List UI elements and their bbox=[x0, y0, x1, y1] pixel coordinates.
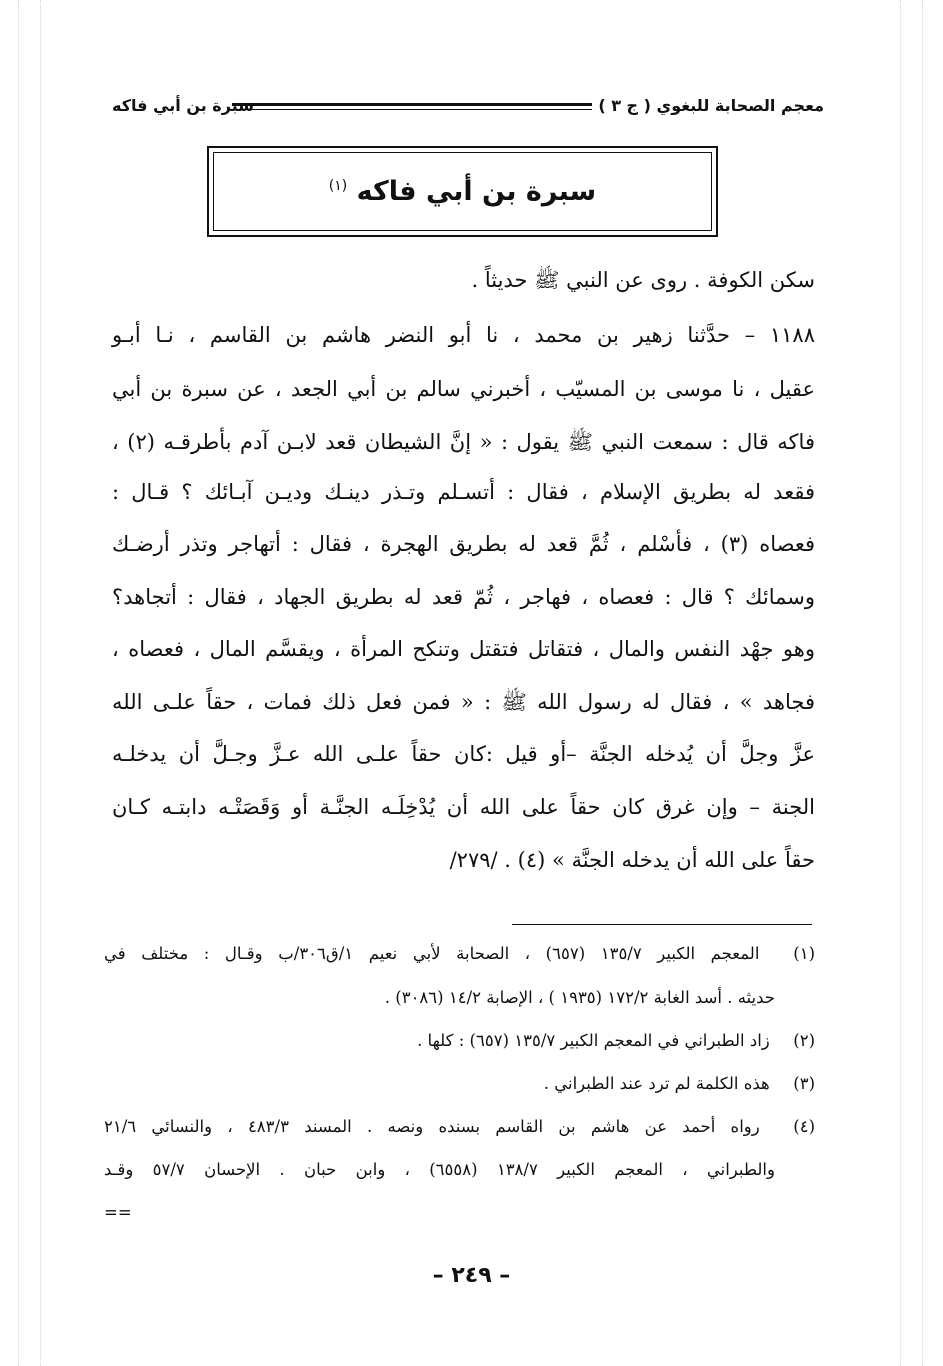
body-line: عقيل ، نا موسى بن المسيّب ، أخبرني سالم بن أبي الجعد ، عن سبرة بن أبي bbox=[112, 377, 815, 401]
title-footnote-ref: (١) bbox=[328, 178, 348, 194]
scan-margin-line bbox=[900, 0, 901, 1366]
footnote-number: (٤) bbox=[793, 1117, 815, 1136]
body-line: ١١٨٨ – حدَّثنا زهير بن محمد ، نا أبو النضر هاشم بن القاسم ، نـا أبـو bbox=[112, 323, 815, 347]
entry-title-text: سبرة بن أبي فاكه bbox=[356, 176, 597, 207]
footnote-text: رواه أحمد عن هاشم بن القاسم بسنده ونصه . المسند ٤٨٣/٣ ، والنسائي ٢١/٦ bbox=[104, 1117, 760, 1136]
footnote-text: المعجم الكبير ١٣٥/٧ (٦٥٧) ، الصحابة لأبي نعيم ١/ق٣٠٦/ب وقـال : مختلف في bbox=[104, 944, 760, 963]
footnote-3 bbox=[544, 1074, 815, 1093]
scan-margin-line bbox=[40, 0, 41, 1366]
header-book-title: معجم الصحابة للبغوي ( ج ٣ ) bbox=[598, 96, 824, 115]
footnote-4 bbox=[104, 1117, 815, 1136]
entry-title-frame bbox=[207, 146, 718, 237]
scan-margin-line bbox=[18, 0, 19, 1366]
footnote-4-cont: والطبراني ، المعجم الكبير ١٣٨/٧ (٦٥٥٨) ، وابن حبان . الإحسان ٥٧/٧ وقـد bbox=[104, 1160, 775, 1179]
body-line: وسمائك ؟ قال : فعصاه ، فهاجر ، ثُمّ قعد له بطريق الجهاد ، فقال : أتجاهد؟ bbox=[112, 585, 815, 609]
footnote-number: (١) bbox=[793, 944, 815, 963]
body-line: حقاً على الله أن يدخله الجنَّة » (٤) . /٢٧٩/ bbox=[449, 848, 815, 872]
footnote-text: زاد الطبراني في المعجم الكبير ١٣٥/٧ (٦٥٧) : كلها . bbox=[417, 1031, 770, 1050]
body-line: فجاهد » ، فقال له رسول الله ﷺ : « فمن فعل ذلك فمات ، حقاً علـى الله bbox=[112, 690, 815, 714]
body-line: عزَّ وجلَّ أن يُدخله الجنَّة –أو قيل :كان حقاً علـى الله عـزَّ وجـلَّ أن يدخلـه bbox=[112, 742, 815, 766]
scan-margin-line bbox=[922, 0, 923, 1366]
footnote-1 bbox=[104, 944, 815, 963]
footnote-1-cont: حديثه . أسد الغابة ١٧٢/٢ (١٩٣٥ ) ، الإصابة ١٤/٢ (٣٠٨٦) . bbox=[384, 988, 775, 1007]
footnote-text: هذه الكلمة لم ترد عند الطبراني . bbox=[543, 1074, 770, 1093]
footnote-number: (٣) bbox=[793, 1074, 815, 1093]
body-line: وهو جهْد النفس والمال ، فتقاتل فتقتل وتنكح المرأة ، ويقسَّم المال ، فعصاه ، bbox=[112, 637, 815, 661]
body-line: فاكه قال : سمعت النبي ﷺ يقول : « إنَّ الشيطان قعد لابـن آدم بأطرقـه (٢) ، bbox=[112, 430, 815, 454]
footnote-2 bbox=[417, 1031, 815, 1050]
body-line: فقعد له بطريق الإسلام ، فقال : أتسـلم وتـذر دينـك وديـن آبـائك ؟ قـال : bbox=[112, 480, 815, 504]
footnote-number: (٢) bbox=[793, 1031, 815, 1050]
body-line: سكن الكوفة . روى عن النبي ﷺ حديثاً . bbox=[471, 268, 815, 292]
body-line: الجنة – وإن غرق كان حقاً على الله أن يُدْخِلَـه الجنَّـة أو وَقَصَتْـه دابتـه كـان bbox=[112, 795, 815, 819]
body-line: فعصاه (٣) ، فأسْلم ، ثُمَّ قعد له بطريق الهجرة ، فقال : أتهاجر وتذر أرضـك bbox=[112, 532, 815, 556]
entry-title bbox=[209, 176, 716, 207]
running-header bbox=[112, 96, 824, 122]
footnote-separator bbox=[512, 924, 812, 925]
header-entry-name: سبرة بن أبي فاكه bbox=[112, 96, 254, 115]
page-number: – ٢٤٩ – bbox=[432, 1263, 511, 1288]
header-rule bbox=[232, 109, 592, 110]
footnote-continuation-mark: == bbox=[104, 1203, 132, 1222]
header-rule bbox=[232, 103, 592, 106]
